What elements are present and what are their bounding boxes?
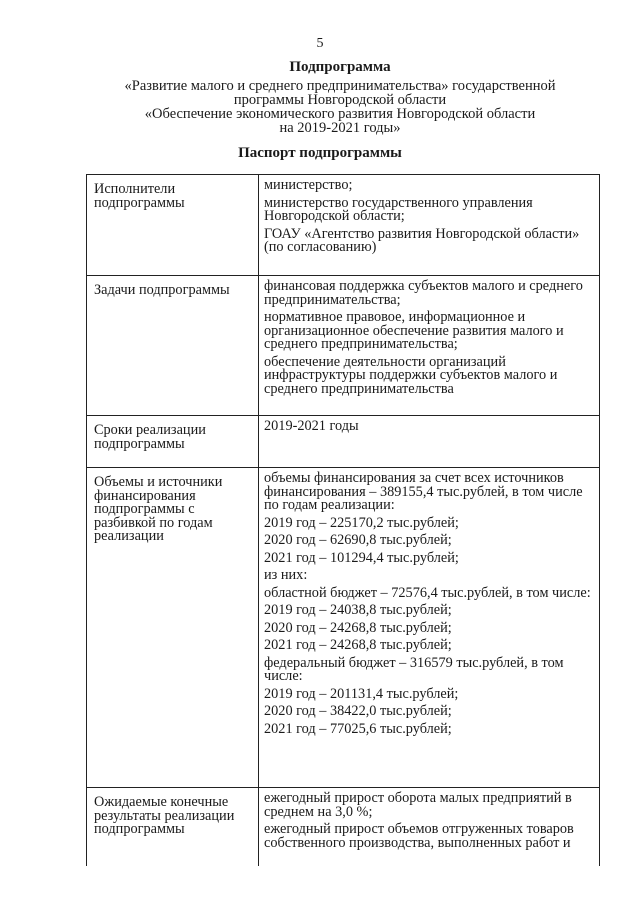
value-paragraph: 2020 год – 62690,8 тыс.рублей; [264,532,452,548]
subprogram-name-line: «Развитие малого и среднего предпринимательства» государственной [124,78,556,94]
row-label: Задачи подпрограммы [87,276,259,416]
value-paragraph: 2019 год – 201131,4 тыс.рублей; [264,685,459,702]
row-label: Сроки реализации подпрограммы [87,416,259,468]
value-paragraph: из них: [264,567,308,583]
row-value [259,468,600,788]
table-row-results [87,788,600,867]
table-row-terms [87,416,600,468]
value-paragraph: федеральный бюджет – 316579 тыс.рублей, в том числе: [264,654,564,684]
passport-table [86,174,600,866]
row-value [259,276,600,416]
value-paragraph: нормативное правовое, информационное и организационное обеспечение развития малого и среднего предпринимательства; [264,309,564,352]
value-paragraph: 2021 год – 101294,4 тыс.рублей; [264,549,459,566]
value-paragraph: 2019-2021 годы [264,418,359,434]
subprogram-name-line: «Обеспечение экономического развития Новгородской области [144,106,536,122]
document-heading [90,60,590,135]
row-value [259,175,600,276]
table-row-tasks [87,276,600,416]
value-paragraph: 2019 год – 225170,2 тыс.рублей; [264,514,459,531]
value-paragraph: ГОАУ «Агентство развития Новгородской области» (по согласованию) [264,225,580,255]
value-paragraph: ежегодный прирост объемов отгруженных товаров собственного производства, выполненных работ и [264,821,574,851]
value-paragraph: финансовая поддержка субъектов малого и среднего предпринимательства; [264,278,583,308]
subprogram-name-line: программы Новгородской области [233,92,447,108]
row-value [259,788,600,867]
row-label: Исполнители подпрограммы [87,175,259,276]
value-paragraph: областной бюджет – 72576,4 тыс.рублей, в том числе: [264,584,591,601]
value-paragraph: министерство; [264,177,353,193]
value-paragraph: объемы финансирования за счет всех источников финансирования – 389155,4 тыс.рублей, в том числе по годам реализации: [264,470,583,513]
value-paragraph: 2021 год – 24268,8 тыс.рублей; [264,637,452,653]
value-paragraph: 2020 год – 24268,8 тыс.рублей; [264,619,452,636]
row-label: Ожидаемые конечные результаты реализации подпрограммы [87,788,259,867]
value-paragraph: ежегодный прирост оборота малых предприятий в среднем на 3,0 %; [264,790,572,820]
page-number: 5 [316,36,324,51]
value-paragraph: 2019 год – 24038,8 тыс.рублей; [264,602,452,618]
value-paragraph: обеспечение деятельности организаций инфраструктуры поддержки субъектов малого и среднего предпринимательства [264,353,558,397]
value-paragraph: 2021 год – 77025,6 тыс.рублей; [264,720,452,737]
passport-title: Паспорт подпрограммы [238,145,402,161]
table-row-funding [87,468,600,788]
value-paragraph: 2020 год – 38422,0 тыс.рублей; [264,703,452,719]
row-value [259,416,600,468]
value-paragraph: министерство государственного управления Новгородской области; [264,194,533,224]
subprogram-title: Подпрограмма [289,59,391,75]
row-label: Объемы и источники финансирования подпрограммы с разбивкой по годам реализации [87,468,259,788]
subprogram-name-line: на 2019-2021 годы» [279,120,401,136]
table-row-executors [87,175,600,276]
